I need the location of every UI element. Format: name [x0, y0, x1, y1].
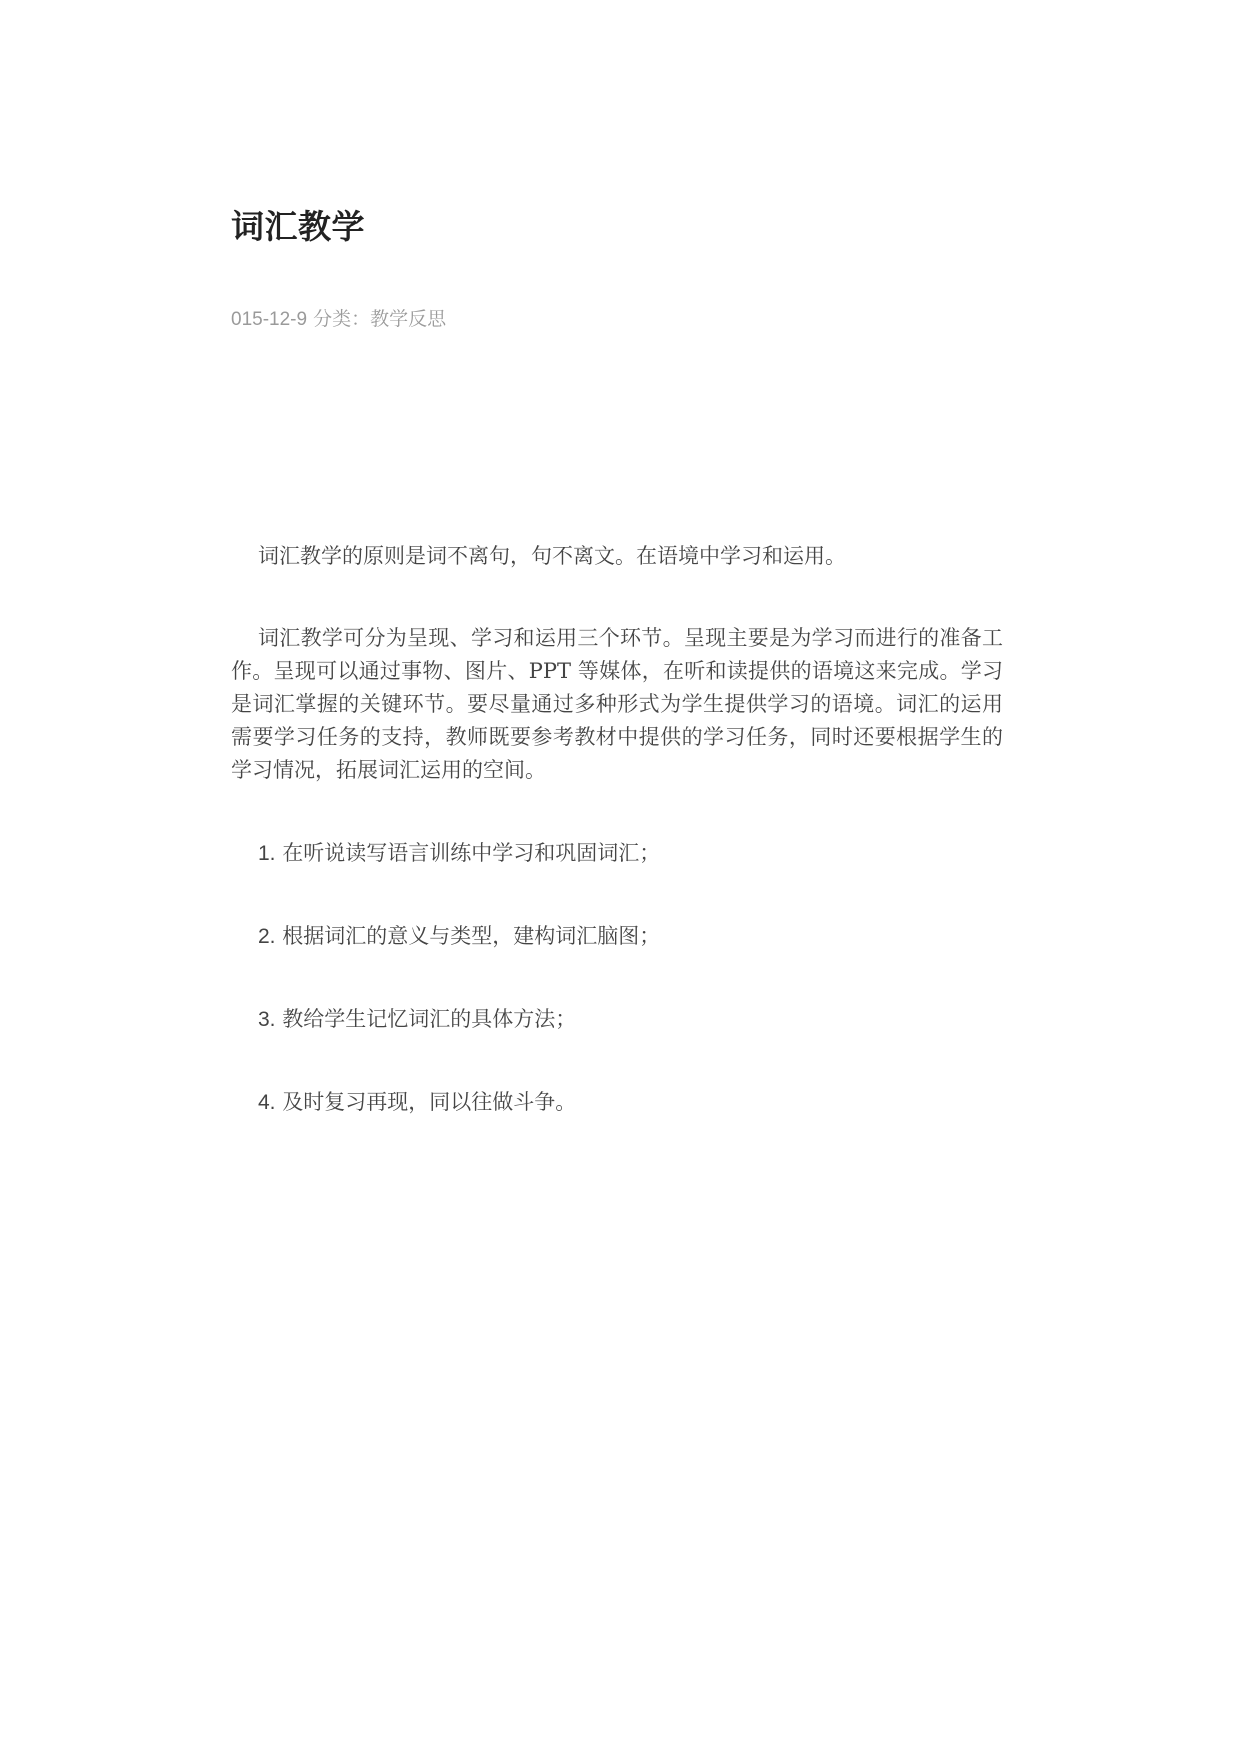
- list-item-text: 根据词汇的意义与类型，建构词汇脑图；: [282, 924, 661, 948]
- category-label: 分类：: [313, 308, 371, 330]
- list-item-number: 3.: [258, 1008, 276, 1031]
- list-item: [231, 1003, 1003, 1036]
- article-meta: [231, 306, 446, 333]
- list-item-number: 2.: [258, 925, 276, 948]
- publish-date: 015-12-9: [231, 309, 308, 330]
- article-title: 词汇教学: [231, 207, 365, 246]
- category-link[interactable]: 教学反思: [370, 308, 447, 330]
- list-item: [231, 1086, 1003, 1119]
- intro-paragraph: 词汇教学的原则是词不离句，句不离文。在语境中学习和运用。: [258, 544, 846, 568]
- list-item-text: 教给学生记忆词汇的具体方法；: [282, 1007, 577, 1031]
- list-item-number: 1.: [258, 842, 276, 865]
- list-item-text: 在听说读写语言训练中学习和巩固词汇；: [282, 841, 661, 865]
- list-item-number: 4.: [258, 1091, 276, 1114]
- article-content: [231, 540, 1003, 1169]
- list-item-text: 及时复习再现，同以往做斗争。: [282, 1090, 577, 1114]
- list-item: [231, 837, 1003, 870]
- body-paragraph: 词汇教学可分为呈现、学习和运用三个环节。呈现主要是为学习而进行的准备工作。呈现可以通过事物、图片、PPT 等媒体，在听和读提供的语境这来完成。学习是词汇掌握的关键环节。要尽量通过多种形式为学生提供学习的语境。词汇的运用需要学习任务的支持，教师既要参考教材中提供的学习任务，同时还要根据学生的学习情况，拓展词汇运用的空间。: [231, 626, 1003, 782]
- list-item: [231, 920, 1003, 953]
